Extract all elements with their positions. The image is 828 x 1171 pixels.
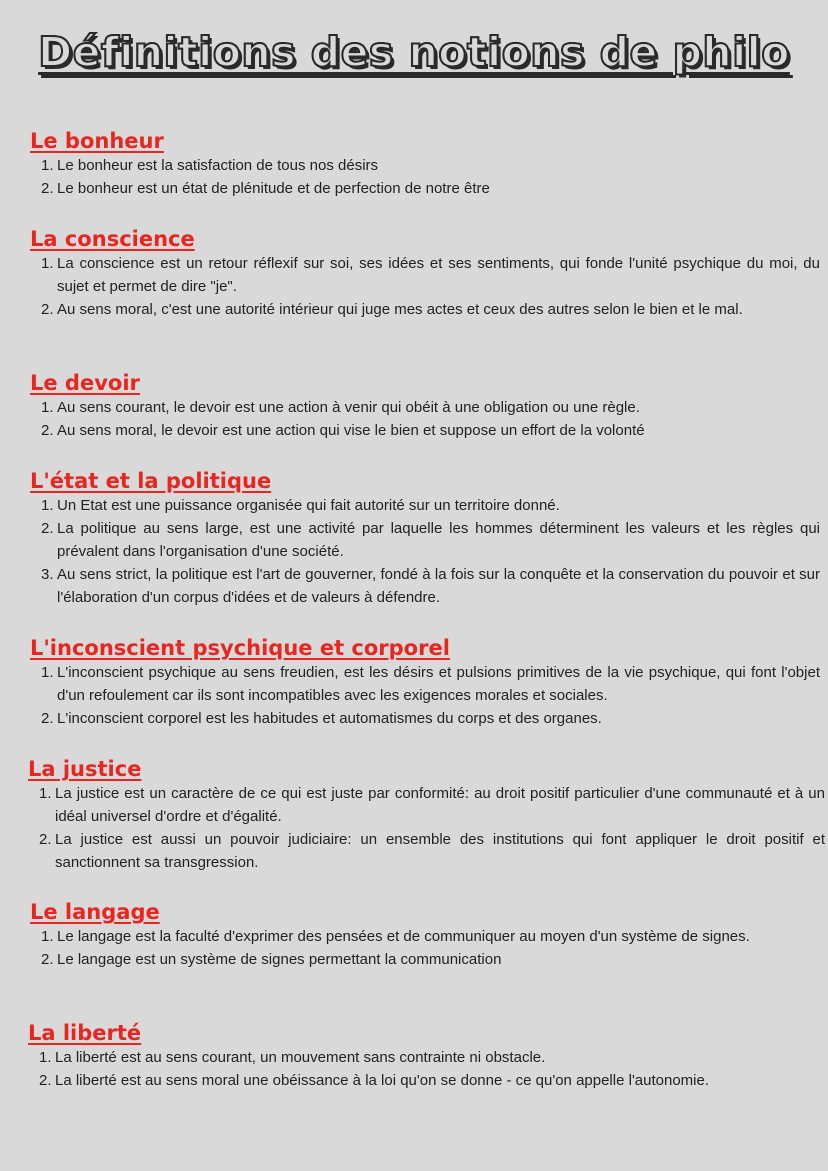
definition-list <box>30 396 820 442</box>
section-etat-politique <box>30 468 820 609</box>
list-item: 1. Le langage est la faculté d'exprimer des pensées et de communiquer au moyen d'un système de signes. <box>41 928 750 945</box>
list-item: 1. Le bonheur est la satisfaction de tous nos désirs <box>41 157 379 174</box>
section-heading: Le langage <box>30 900 160 924</box>
list-item: 2. La justice est aussi un pouvoir judiciaire: un ensemble des institutions qui font appliquer le droit positif et sanctionnent sa transgression. <box>39 831 825 871</box>
list-item: 2. Au sens moral, c'est une autorité intérieur qui juge mes actes et ceux des autres selon le bien et le mal. <box>41 301 743 318</box>
section-devoir <box>30 370 820 442</box>
section-inconscient <box>30 635 820 730</box>
section-heading: La conscience <box>30 227 195 251</box>
list-item: 1. Au sens courant, le devoir est une action à venir qui obéit à une obligation ou une règle. <box>41 399 640 416</box>
list-item: 1. La justice est un caractère de ce qui est juste par conformité: au droit positif particulier d'une communauté et à un idéal universel d'ordre et d'égalité. <box>39 785 825 825</box>
section-heading: La liberté <box>28 1021 142 1045</box>
definition-list <box>28 782 825 874</box>
list-item: 2. La liberté est au sens moral une obéissance à la loi qu'on se donne - ce qu'on appelle l'autonomie. <box>39 1072 710 1089</box>
list-item: 2. Au sens moral, le devoir est une action qui vise le bien et suppose un effort de la volonté <box>41 422 645 439</box>
definition-list <box>30 252 820 321</box>
list-item: 1. La liberté est au sens courant, un mouvement sans contrainte ni obstacle. <box>39 1049 546 1066</box>
list-item: 1. La conscience est un retour réflexif sur soi, ses idées et ses sentiments, qui fonde l'unité psychique du moi, du sujet et permet de dire "je". <box>41 255 820 295</box>
section-heading: L'état et la politique <box>30 469 272 493</box>
section-conscience <box>30 226 820 321</box>
list-item: 1. L'inconscient psychique au sens freudien, est les désirs et pulsions primitives de la vie psychique, qui font l'objet d'un refoulement car ils sont incompatibles avec les exigences morales et sociales. <box>41 664 820 704</box>
definition-list <box>30 661 820 730</box>
section-langage <box>30 899 820 971</box>
definition-list <box>28 1046 818 1092</box>
definition-list <box>30 925 820 971</box>
list-item: 1. Un Etat est une puissance organisée qui fait autorité sur un territoire donné. <box>41 497 560 514</box>
section-justice <box>28 756 825 874</box>
list-item: 2. Le bonheur est un état de plénitude et de perfection de notre être <box>41 180 490 197</box>
list-item: 2. La politique au sens large, est une activité par laquelle les hommes déterminent les valeurs et les règles qui prévalent dans l'organisation d'une société. <box>41 520 820 560</box>
list-item: 2. Le langage est un système de signes permettant la communication <box>41 951 502 968</box>
section-heading: Le devoir <box>30 371 140 395</box>
section-liberte <box>28 1020 818 1092</box>
page-title: Définitions des notions de philo <box>38 28 790 76</box>
definition-list <box>30 154 820 200</box>
section-bonheur <box>30 128 820 200</box>
section-heading: L'inconscient psychique et corporel <box>30 636 450 660</box>
section-heading: La justice <box>28 757 142 781</box>
list-item: 2. L'inconscient corporel est les habitudes et automatismes du corps et des organes. <box>41 710 602 727</box>
list-item: 3. Au sens strict, la politique est l'art de gouverner, fondé à la fois sur la conquête et la conservation du pouvoir et sur l'élaboration d'un corpus d'idées et de valeurs à défendre. <box>41 566 820 606</box>
section-heading: Le bonheur <box>30 129 164 153</box>
definition-list <box>30 494 820 609</box>
